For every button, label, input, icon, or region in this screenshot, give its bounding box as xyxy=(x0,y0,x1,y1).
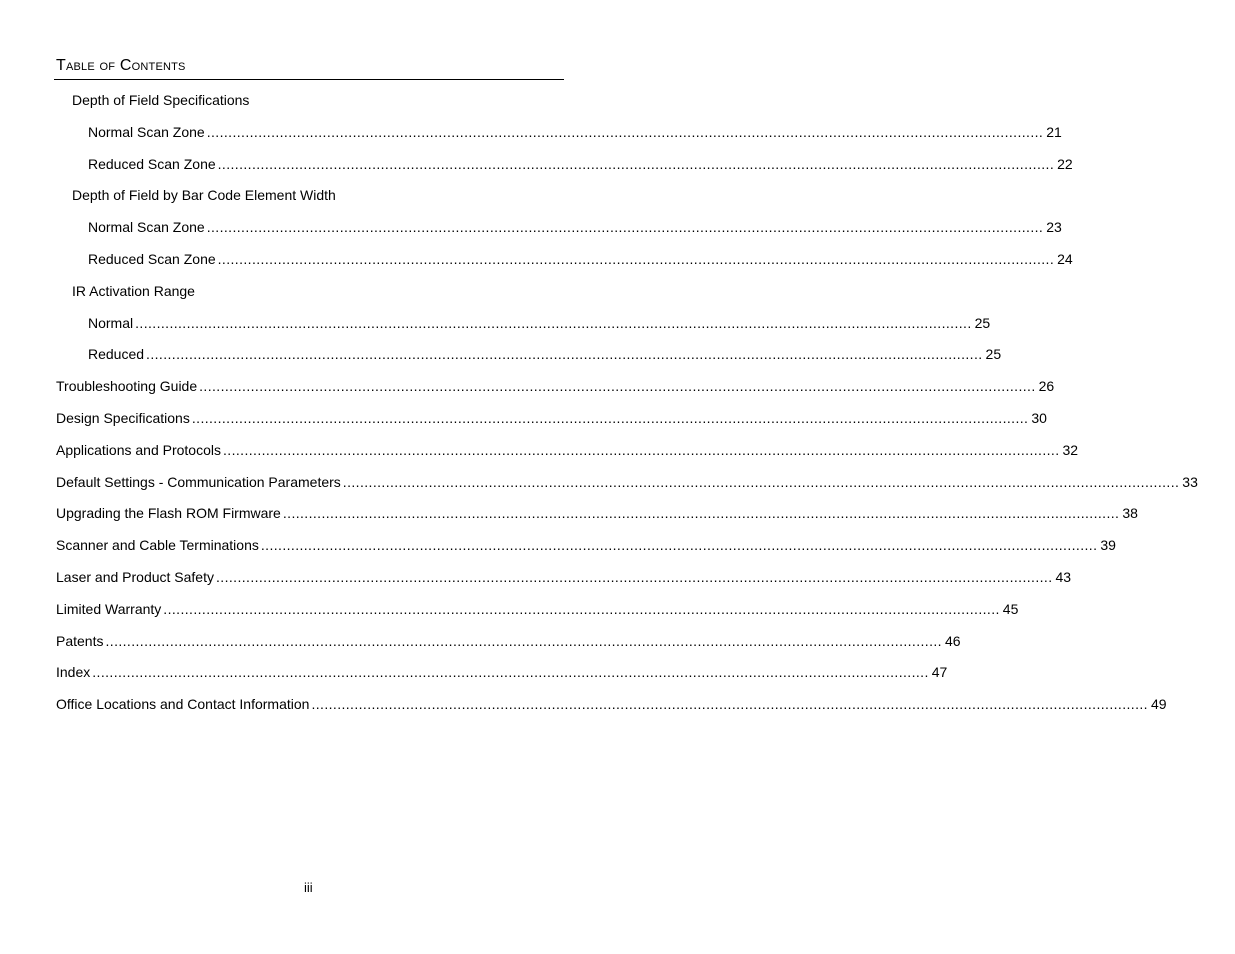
toc-entry-page: 21 xyxy=(1046,123,1062,140)
toc-entry[interactable] xyxy=(54,600,1019,633)
toc-leader-dots: ................................................................................................................................................................................................... xyxy=(206,123,1044,140)
toc-entry-label: Troubleshooting Guide xyxy=(56,378,198,395)
toc-entry-page: 30 xyxy=(1031,409,1047,426)
toc-entry-label: Normal xyxy=(88,314,134,331)
toc-entry-page: 45 xyxy=(1002,600,1019,617)
toc-entry-label: Index xyxy=(56,664,91,681)
toc-entry-label: Reduced xyxy=(88,346,145,363)
toc-entry[interactable] xyxy=(54,314,991,347)
toc-entry[interactable] xyxy=(54,664,948,696)
toc-entry[interactable] xyxy=(54,409,1047,442)
toc-entry[interactable] xyxy=(54,378,1055,410)
toc-leader-dots: ................................................................................................................................................................................................... xyxy=(105,632,942,649)
toc-entry-page: 33 xyxy=(1182,473,1198,490)
toc-entry-label: Normal Scan Zone xyxy=(88,123,205,140)
toc-entry[interactable] xyxy=(54,219,1062,251)
toc-entry[interactable] xyxy=(54,537,1116,569)
toc-leader-dots: ................................................................................................................................................................................................... xyxy=(282,505,1120,522)
toc-entry-page: 24 xyxy=(1057,250,1073,267)
table-of-contents xyxy=(54,56,1198,728)
page-number: iii xyxy=(304,880,313,895)
toc-leader-dots: ................................................................................................................................................................................................... xyxy=(260,537,1098,554)
toc-leader-dots: ................................................................................................................................................................................................... xyxy=(199,378,1036,395)
toc-title: Table of Contents xyxy=(54,56,564,80)
toc-entry-label: Office Locations and Contact Information xyxy=(56,696,310,713)
toc-entry-label: Patents xyxy=(56,632,104,649)
toc-entry[interactable] xyxy=(54,250,1073,283)
toc-entry-label: Reduced Scan Zone xyxy=(88,250,216,267)
toc-leader-dots: ................................................................................................................................................................................................... xyxy=(217,250,1055,267)
toc-entry-page: 23 xyxy=(1046,219,1062,236)
toc-entry-label: Reduced Scan Zone xyxy=(88,155,216,172)
toc-leader-dots: ................................................................................................................................................................................................... xyxy=(342,473,1180,490)
toc-entry-label: Scanner and Cable Terminations xyxy=(56,537,259,554)
toc-entry-page: 26 xyxy=(1038,378,1055,395)
toc-entry-page: 46 xyxy=(944,632,961,649)
toc-entry[interactable] xyxy=(54,696,1167,728)
toc-leader-dots: ................................................................................................................................................................................................... xyxy=(206,219,1044,236)
toc-entry-label: Applications and Protocols xyxy=(56,441,221,458)
toc-entry-label: Limited Warranty xyxy=(56,600,162,617)
toc-leader-dots: ................................................................................................................................................................................................... xyxy=(216,568,1053,585)
toc-entry[interactable] xyxy=(54,155,1073,188)
toc-entry[interactable] xyxy=(54,568,1072,601)
toc-leader-dots: ................................................................................................................................................................................................... xyxy=(163,600,1000,617)
toc-entry-label: Normal Scan Zone xyxy=(88,219,205,236)
toc-leader-dots: ................................................................................................................................................................................................... xyxy=(146,346,983,363)
toc-entry-page: 25 xyxy=(985,346,1002,363)
toc-list xyxy=(54,92,1198,728)
toc-entry-label: Default Settings - Communication Parameters xyxy=(56,473,341,490)
toc-entry-page: 22 xyxy=(1057,155,1073,172)
toc-entry[interactable] xyxy=(54,92,564,124)
toc-leader-dots: ................................................................................................................................................................................................... xyxy=(223,441,1060,458)
toc-entry[interactable] xyxy=(54,473,1198,506)
toc-leader-dots: ................................................................................................................................................................................................... xyxy=(135,314,972,331)
toc-entry[interactable] xyxy=(54,346,1002,378)
toc-entry-label: Laser and Product Safety xyxy=(56,568,214,585)
toc-entry[interactable] xyxy=(54,187,564,219)
toc-entry-label: Upgrading the Flash ROM Firmware xyxy=(56,505,281,522)
toc-entry-page: 49 xyxy=(1150,696,1167,713)
toc-leader-dots: ................................................................................................................................................................................................... xyxy=(217,155,1055,172)
toc-entry-page: 38 xyxy=(1122,505,1138,522)
toc-entry[interactable] xyxy=(54,632,961,665)
toc-entry[interactable] xyxy=(54,505,1138,537)
toc-entry-page: 32 xyxy=(1062,441,1079,458)
toc-entry-page: 25 xyxy=(974,314,991,331)
toc-entry-page: 39 xyxy=(1100,537,1116,554)
toc-entry[interactable] xyxy=(54,441,1079,474)
toc-entry-label: IR Activation Range xyxy=(72,282,195,299)
toc-entry[interactable] xyxy=(54,283,564,315)
toc-entry-label: Depth of Field Specifications xyxy=(72,92,250,108)
toc-entry-page: 47 xyxy=(931,664,948,681)
toc-entry-label: Design Specifications xyxy=(56,409,190,426)
toc-leader-dots: ................................................................................................................................................................................................... xyxy=(311,696,1148,713)
toc-leader-dots: ................................................................................................................................................................................................... xyxy=(92,664,929,681)
toc-leader-dots: ................................................................................................................................................................................................... xyxy=(191,409,1029,426)
toc-entry[interactable] xyxy=(54,123,1062,156)
toc-entry-page: 43 xyxy=(1055,568,1072,585)
toc-entry-label: Depth of Field by Bar Code Element Width xyxy=(72,187,336,204)
